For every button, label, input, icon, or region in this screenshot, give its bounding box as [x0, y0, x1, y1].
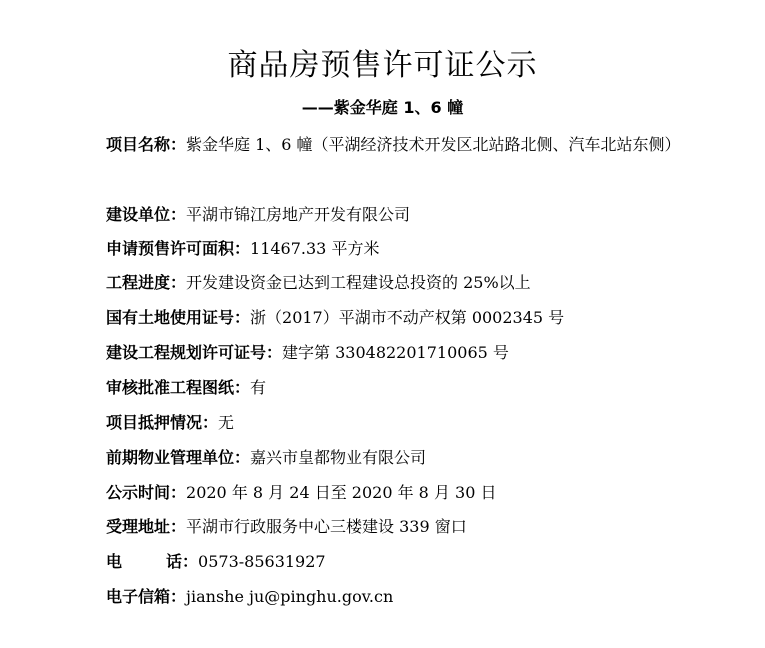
field-label: 工程进度： [106, 273, 187, 292]
field-phone [106, 550, 686, 574]
field-presale-area [106, 237, 686, 261]
field-value: 有 [250, 378, 267, 397]
field-label: 建设工程规划许可证号： [106, 343, 283, 362]
field-progress [106, 271, 686, 295]
field-address [106, 515, 686, 539]
field-value: 2020 年 8 月 24 日至 2020 年 8 月 30 日 [186, 483, 497, 502]
field-mortgage [106, 411, 686, 435]
field-label: 电子信箱： [106, 587, 187, 606]
field-email [106, 585, 686, 609]
field-label-part: 电 [106, 552, 123, 571]
document-title: 商品房预售许可证公示 [227, 48, 538, 83]
field-value: 建字第 330482201710065 号 [282, 343, 509, 362]
field-planning-permit [106, 341, 686, 365]
field-label: 受理地址： [106, 517, 187, 536]
field-label: 项目名称： [106, 135, 187, 154]
field-value: jianshe ju@pinghu.gov.cn [186, 587, 394, 606]
field-approved-drawings [106, 376, 686, 400]
field-value: 开发建设资金已达到工程建设总投资的 25%以上 [186, 273, 531, 292]
field-value: 无 [218, 413, 235, 432]
field-value: 平湖市锦江房地产开发有限公司 [186, 205, 411, 224]
field-label: 前期物业管理单位： [106, 448, 251, 467]
field-label-part: 话： [166, 552, 199, 571]
field-value: 嘉兴市皇都物业有限公司 [250, 448, 427, 467]
field-label: 审核批准工程图纸： [106, 378, 251, 397]
field-value: 平湖市行政服务中心三楼建设 339 窗口 [186, 517, 467, 536]
field-label: 申请预售许可面积： [106, 239, 251, 258]
field-developer [106, 203, 686, 227]
field-property-management [106, 446, 686, 470]
field-notice-period [106, 481, 686, 505]
document-subtitle: ——紫金华庭 1、6 幢 [301, 98, 464, 117]
field-value: 0573-85631927 [198, 552, 326, 571]
field-label: 项目抵押情况： [106, 413, 219, 432]
field-value: 浙（2017）平湖市不动产权第 0002345 号 [250, 308, 565, 327]
field-label: 公示时间： [106, 483, 187, 502]
field-label: 建设单位： [106, 205, 187, 224]
field-value: 紫金华庭 1、6 幢（平湖经济技术开发区北站路北侧、汽车北站东侧） [186, 135, 681, 154]
field-land-certificate [106, 306, 686, 330]
field-label: 国有土地使用证号： [106, 308, 251, 327]
field-label [106, 552, 198, 571]
field-project-name [106, 128, 686, 162]
field-value: 11467.33 平方米 [250, 239, 380, 258]
